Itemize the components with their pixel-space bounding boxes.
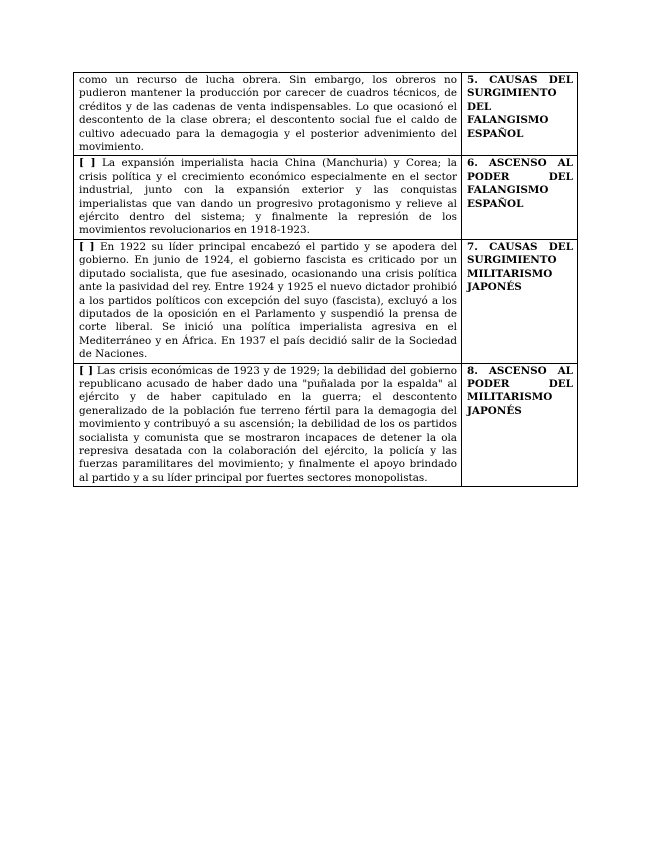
heading-cell: 5. CAUSAS DEL SURGIMIENTO DEL FALANGISMO ESPAÑOL <box>462 73 578 156</box>
description-cell <box>74 363 462 487</box>
description-text: En 1922 su líder principal encabezó el partido y se apodera del gobierno. En junio de 1924, el gobierno fascista es criticado por un diputado socialista, que fue asesinado, ocasionando una crisis política ante la pasividad del rey. Entre 1924 y 1925 el nuevo dictador prohibió a los partidos políticos con excepción del suyo (fascista), excluyó a los diputados de la oposición en el Parlamento y suspendió la prensa de corte liberal. Se inició una política imperialista agresiva en el Mediterráneo y en África. En 1937 el país decidió salir de la Sociedad de Naciones. <box>79 240 457 361</box>
heading-cell: 8. ASCENSO AL PODER DEL MILITARISMO JAPONÉS <box>462 363 578 487</box>
description-text: La expansión imperialista hacia China (Manchuria) y Corea; la crisis política y el crecimiento económico especialmente en el sector industrial, junto con la expansión exterior y las conquistas imperialistas que van dando un progresivo protagonismo y relieve al ejército dentro del sistema; y finalmente la represión de los movimientos revolucionarios en 1918-1923. <box>79 157 457 237</box>
answer-box[interactable]: [ ] <box>79 364 94 377</box>
answer-box[interactable]: [ ] <box>79 240 95 253</box>
table-row <box>74 156 578 239</box>
table-row <box>74 363 578 487</box>
answer-box[interactable]: [ ] <box>79 157 96 170</box>
heading-cell: 6. ASCENSO AL PODER DEL FALANGISMO ESPAÑOL <box>462 156 578 239</box>
heading-cell: 7. CAUSAS DEL SURGIMIENTO MILITARISMO JAPONÉS <box>462 239 578 363</box>
table-row <box>74 239 578 363</box>
description-cell <box>74 156 462 239</box>
description-text: Las crisis económicas de 1923 y de 1929; la debilidad del gobierno republicano acusado de haber dado una "puñalada por la espalda" al ejército y de haber capitulado en la guerra; el descontento generalizado de la población fue terreno fértil para la demagogia del movimiento y contribuyó a su ascensión; la debilidad de los os partidos socialista y comunista que se mostraron incapaces de detener la ola represiva desatada con la colaboración del ejército, la policía y las fuerzas paramilitares del movimiento; y finalmente el apoyo brindado al partido y a su líder principal por fuertes sectores monopolistas. <box>79 364 457 484</box>
table-row <box>74 73 578 156</box>
description-cell <box>74 239 462 363</box>
description-text: como un recurso de lucha obrera. Sin embargo, los obreros no pudieron mantener la producción por carecer de cuadros técnicos, de créditos y de las cadenas de venta indispensables. Lo que ocasionó el descontento de la clase obrera; el descontento social fue el caldo de cultivo adecuado para la demagogia y el posterior advenimiento del movimiento. <box>79 74 457 154</box>
matching-table <box>73 72 578 487</box>
description-cell <box>74 73 462 156</box>
